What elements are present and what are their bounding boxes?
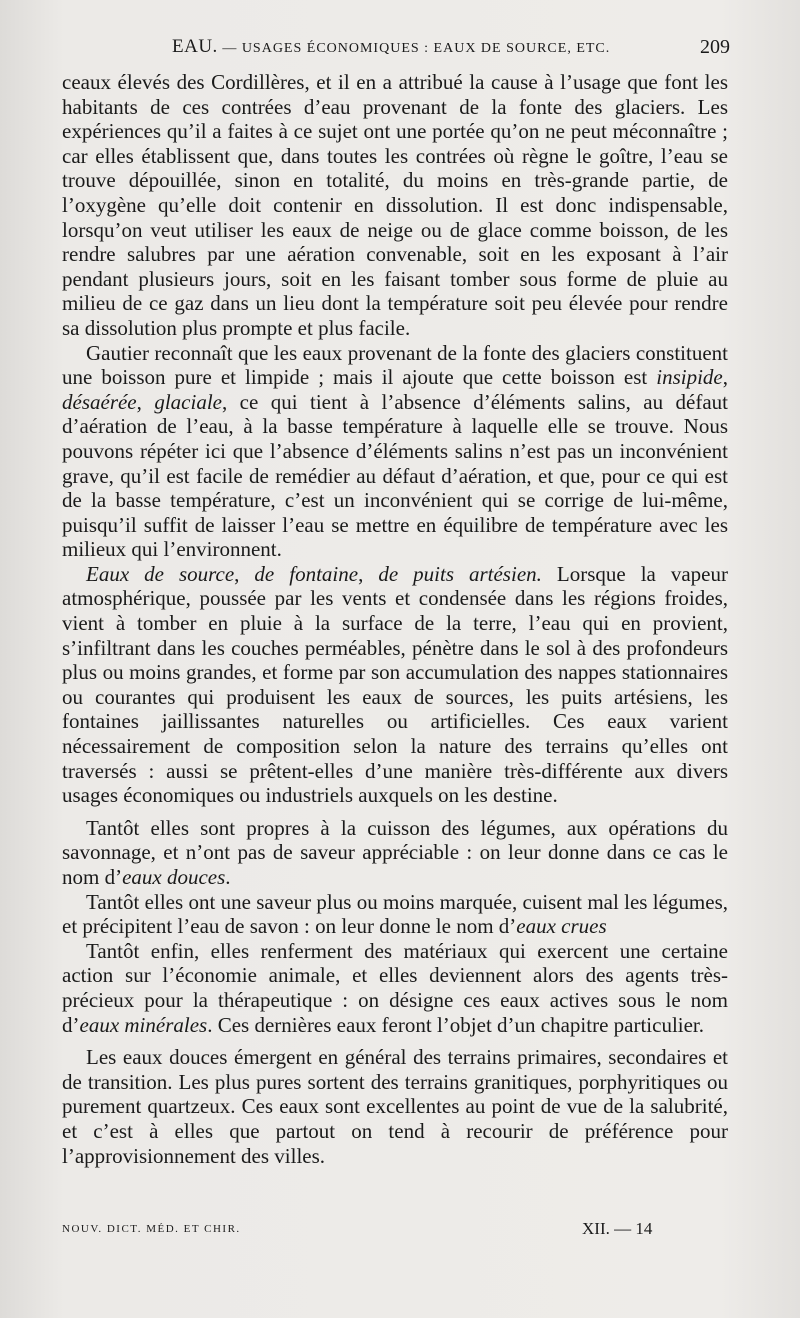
text-run: Lorsque la vapeur atmosphérique, poussée par les vents et condensée dans les régions froides, vient à tomber en pluie à la surface de la terre, l’eau qui en provient, s’infiltrant dans les couches perméables, pénètre dans le sol à des profondeurs plus ou moins grandes, et forme par son accumulation des nappes stationnaires ou courantes qui produisent les eaux de sources, les puits artésiens, les fontaines jaillissantes naturelles ou artificielles. Ces eaux varient nécessairement de composition selon la nature des terrains qu’elles ont traversés : aussi se prêtent-elles d’une manière très-différente aux divers usages économiques ou industriels auxquels on les destine. bbox=[62, 561, 728, 808]
running-title-rest: — USAGES ÉCONOMIQUES : EAUX DE SOURCE, ETC. bbox=[217, 41, 611, 56]
italic-text: eaux crues bbox=[516, 914, 607, 939]
text-run: , bbox=[136, 389, 155, 414]
paragraph bbox=[62, 1045, 728, 1168]
text-run: . Ces dernières eaux feront l’objet d’un chapitre particulier. bbox=[207, 1012, 705, 1037]
text-run: Tantôt elles ont une saveur plus ou moins marquée, cuisent mal les légumes, et précipitent l’eau de savon : on leur donne le nom d’ bbox=[62, 889, 728, 939]
italic-text: eaux minérales bbox=[79, 1012, 208, 1037]
text-run: , bbox=[358, 561, 379, 586]
body-text bbox=[62, 70, 728, 1168]
italic-text: eaux douces bbox=[122, 865, 226, 889]
running-title-main: EAU. bbox=[172, 36, 218, 57]
page-footer bbox=[62, 1219, 730, 1239]
text-run: , ce qui tient à l’absence d’éléments salins, au défaut d’aération de l’eau, à la basse température à laquelle elle se trouve. Nous pouvons répéter ici que l’absence d’éléments salins n’est pas un inconvénient grave, qu’il est facile de remédier au défaut d’aération, et que, pour ce qui est de la basse température, c’est un inconvénient qui se corrige de lui-même, puisqu’il suffit de laisser l’eau se mettre en équilibre de température avec les milieux qui l’environnent. bbox=[62, 389, 728, 562]
text-run: . bbox=[225, 865, 231, 889]
page-number: 209 bbox=[700, 36, 730, 58]
italic-text: de fontaine bbox=[254, 561, 359, 586]
italic-text: Eaux de source bbox=[86, 561, 235, 586]
text-run: , bbox=[722, 365, 728, 390]
text-run: Tantôt elles sont propres à la cuisson des légumes, aux opérations du savonnage, et n’ont pas de saveur appréciable : on leur donne dans ce cas le nom d’ bbox=[62, 815, 728, 889]
text-run: , bbox=[234, 561, 255, 586]
italic-text: de puits artésien. bbox=[378, 561, 542, 586]
italic-text: désaérée bbox=[62, 389, 137, 414]
paragraph bbox=[62, 939, 728, 1037]
text-run: Les eaux douces émergent en général des terrains primaires, secondaires et de transition. Les plus pures sortent des terrains granitiques, porphyritiques ou purement quartzeux. Ces eaux sont excellentes au point de vue de la salubrité, et c’est à elles que partout on tend à recourir de préférence pour l’approvisionnement des villes. bbox=[62, 1045, 728, 1168]
text-run: Tantôt enfin, elles renferment des matériaux qui exercent une certaine action sur l’économie animale, et elles deviennent alors des agents très-précieux pour la thérapeutique : on désigne ces eaux actives sous le nom d’ bbox=[62, 938, 728, 1037]
running-header bbox=[62, 36, 730, 60]
text-run: ceaux élevés des Cordillères, et il en a attribué la cause à l’usage que font les habitants de ces contrées d’eau provenant de la fonte des glaciers. Les expériences qu’il a faites à ce sujet ont une portée qu’on ne peut méconnaître ; car elles établissent que, dans toutes les contrées où règne le goître, l’eau se trouve dépouillée, sinon en totalité, du moins en très-grande partie, de l’oxygène qu’elle doit contenir en dissolution. Il est donc indispensable, lorsqu’on veut utiliser les eaux de neige ou de glace comme boisson, de les rendre salubres par une aération convenable, soit en les exposant à l’air pendant plusieurs jours, soit en les faisant tomber sous forme de pluie au milieu de ce gaz dans un lieu dont la température soit peu élevée pour rendre sa dissolution plus prompte et plus facile. bbox=[62, 70, 728, 340]
paragraph bbox=[62, 341, 728, 562]
sheet-number: XII. — 14 bbox=[582, 1219, 653, 1238]
paragraph bbox=[62, 816, 728, 890]
paragraph bbox=[62, 70, 728, 341]
printer-signature: NOUV. DICT. MÉD. ET CHIR. bbox=[62, 1223, 241, 1235]
running-title bbox=[172, 36, 610, 58]
text-run: Gautier reconnaît que les eaux provenant de la fonte des glaciers constituent une boisson pure et limpide ; mais il ajoute que cette boisson est bbox=[62, 340, 728, 390]
italic-text: glaciale bbox=[154, 389, 222, 414]
paragraph bbox=[62, 890, 728, 939]
italic-text: insipide bbox=[656, 365, 723, 390]
paragraph bbox=[62, 562, 728, 808]
